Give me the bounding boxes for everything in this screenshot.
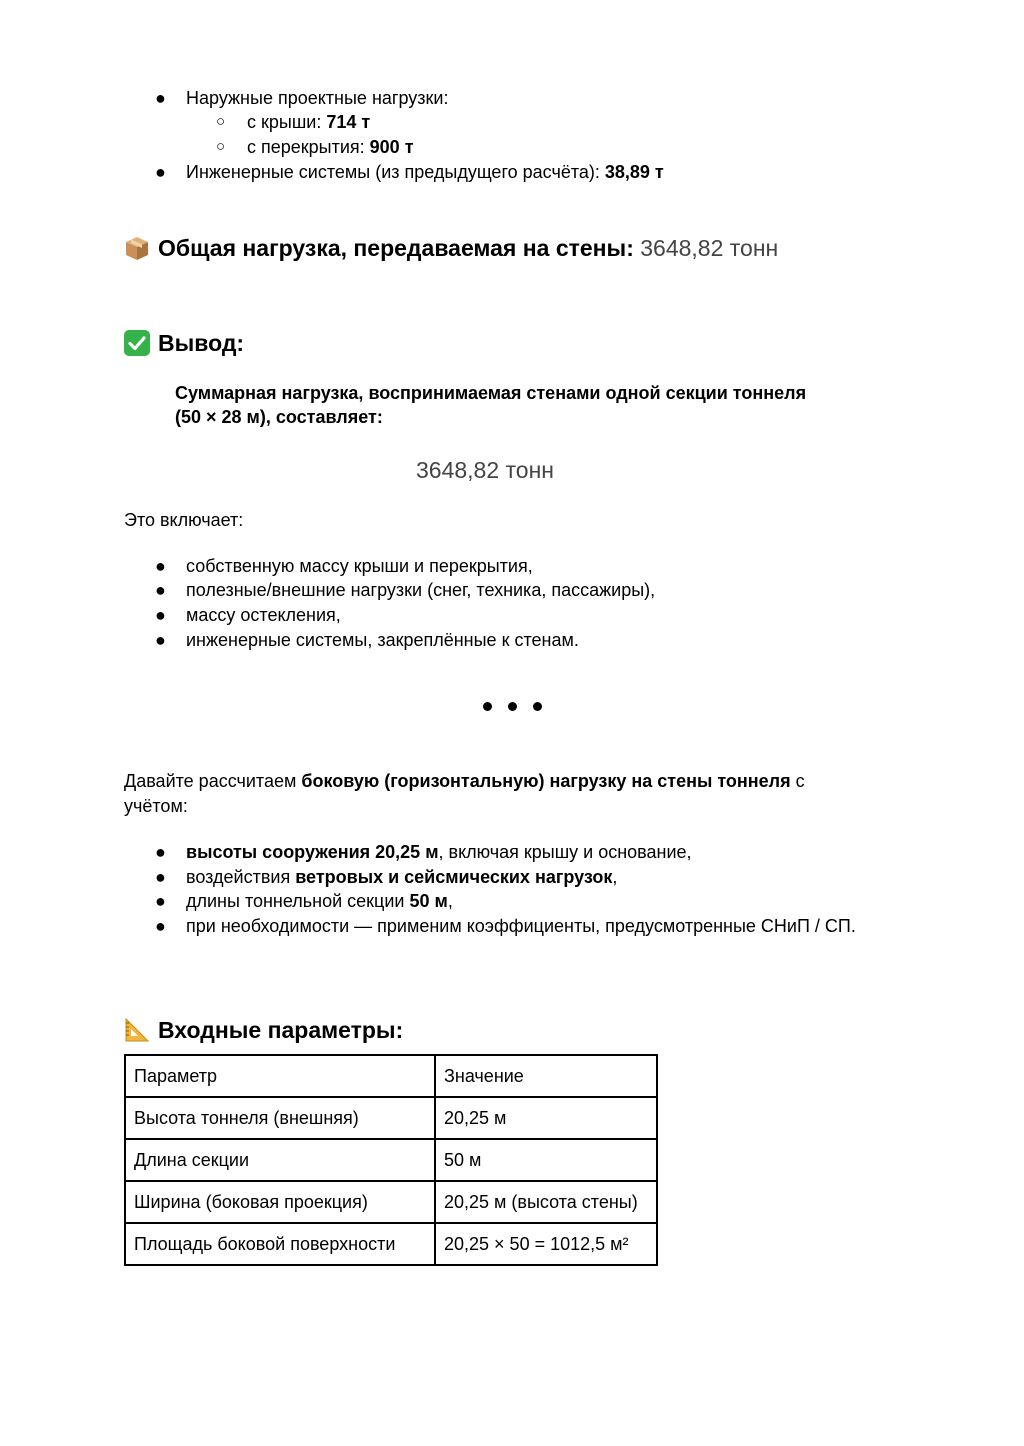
separator-dot xyxy=(533,702,542,711)
list-item-roof-load xyxy=(247,110,370,134)
total-load-value: 3648,82 тонн xyxy=(640,235,779,261)
bullet-dot: ● xyxy=(155,891,166,911)
wind-prefix: воздействия xyxy=(186,867,296,887)
bullet-dot: ● xyxy=(155,630,166,650)
list-item-wind-seismic xyxy=(186,865,617,889)
engineering-label: Инженерные системы (из предыдущего расчёта): xyxy=(186,162,605,182)
list-item: массу остекления, xyxy=(186,605,341,625)
list-item-floor-load xyxy=(247,135,414,159)
conclusion-heading xyxy=(124,328,244,358)
table-cell: 20,25 м (высота стены) xyxy=(435,1181,657,1223)
bullet-dot: ● xyxy=(155,580,166,600)
check-mark-icon xyxy=(124,330,150,356)
list-item: инженерные системы, закреплённые к стенам. xyxy=(186,630,579,650)
list-item-height xyxy=(186,840,692,864)
params-table xyxy=(124,1054,658,1266)
table-cell: Ширина (боковая проекция) xyxy=(125,1181,435,1223)
conclusion-value: 3648,82 тонн xyxy=(416,457,554,483)
table-cell: 20,25 м xyxy=(435,1097,657,1139)
separator-dot xyxy=(483,702,492,711)
table-row xyxy=(125,1181,657,1223)
list-item-length xyxy=(186,889,453,913)
bullet-dot: ● xyxy=(155,867,166,887)
table-header-cell: Параметр xyxy=(125,1055,435,1097)
length-bold: 50 м xyxy=(409,891,448,911)
separator-dots xyxy=(0,698,1024,716)
conclusion-line-2: (50 × 28 м), составляет: xyxy=(175,407,383,427)
total-load-label: Общая нагрузка, передаваемая на стены: xyxy=(158,235,634,261)
floor-load-label: с перекрытия: xyxy=(247,137,370,157)
table-row xyxy=(125,1097,657,1139)
conclusion-heading-text: Вывод: xyxy=(158,330,245,356)
bullet-circle: ○ xyxy=(216,113,226,130)
table-header-row xyxy=(125,1055,657,1097)
table-cell: 50 м xyxy=(435,1139,657,1181)
table-cell: Высота тоннеля (внешняя) xyxy=(125,1097,435,1139)
table-cell: 20,25 × 50 = 1012,5 м² xyxy=(435,1223,657,1265)
lateral-prefix: Давайте рассчитаем xyxy=(124,771,302,791)
bullet-dot: ● xyxy=(155,842,166,862)
params-heading xyxy=(124,1015,403,1045)
triangular-ruler-icon xyxy=(124,1017,150,1043)
length-prefix: длины тоннельной секции xyxy=(186,891,410,911)
total-load-heading xyxy=(124,233,778,263)
table-row xyxy=(125,1223,657,1265)
roof-load-label: с крыши: xyxy=(247,112,327,132)
lateral-bold: боковую (горизонтальную) нагрузку на стены тоннеля xyxy=(301,771,791,791)
includes-label: Это включает: xyxy=(124,510,244,530)
roof-load-value: 714 т xyxy=(326,112,371,132)
conclusion-line-1: Суммарная нагрузка, воспринимаемая стенами одной секции тоннеля xyxy=(175,383,807,403)
height-bold: высоты сооружения 20,25 м xyxy=(186,842,439,862)
separator-dot xyxy=(508,702,517,711)
table-cell: Площадь боковой поверхности xyxy=(125,1223,435,1265)
list-item: полезные/внешние нагрузки (снег, техника, пассажиры), xyxy=(186,580,656,600)
wind-suffix: , xyxy=(612,867,618,887)
params-heading-text: Входные параметры: xyxy=(158,1017,404,1043)
table-header-cell: Значение xyxy=(435,1055,657,1097)
bullet-circle: ○ xyxy=(216,138,226,155)
list-item-external-loads: Наружные проектные нагрузки: xyxy=(186,88,449,108)
height-rest: , включая крышу и основание, xyxy=(438,842,692,862)
wind-bold: ветровых и сейсмических нагрузок xyxy=(295,867,613,887)
list-item-engineering-systems xyxy=(186,160,664,184)
bullet-dot: ● xyxy=(155,605,166,625)
bullet-dot: ● xyxy=(155,556,166,576)
table-cell: Длина секции xyxy=(125,1139,435,1181)
list-item: собственную массу крыши и перекрытия, xyxy=(186,556,533,576)
lateral-suffix: с xyxy=(790,771,805,791)
table-row xyxy=(125,1139,657,1181)
list-item-coefficients: при необходимости — применим коэффициенты, предусмотренные СНиП / СП. xyxy=(186,916,856,936)
bullet-dot: ● xyxy=(155,162,166,182)
bullet-dot: ● xyxy=(155,88,166,108)
package-icon xyxy=(124,235,150,261)
bullet-dot: ● xyxy=(155,916,166,936)
lateral-paragraph-line-1 xyxy=(124,769,805,793)
floor-load-value: 900 т xyxy=(369,137,414,157)
length-suffix: , xyxy=(447,891,453,911)
engineering-value: 38,89 т xyxy=(604,162,664,182)
lateral-paragraph-line-2: учётом: xyxy=(124,796,188,816)
